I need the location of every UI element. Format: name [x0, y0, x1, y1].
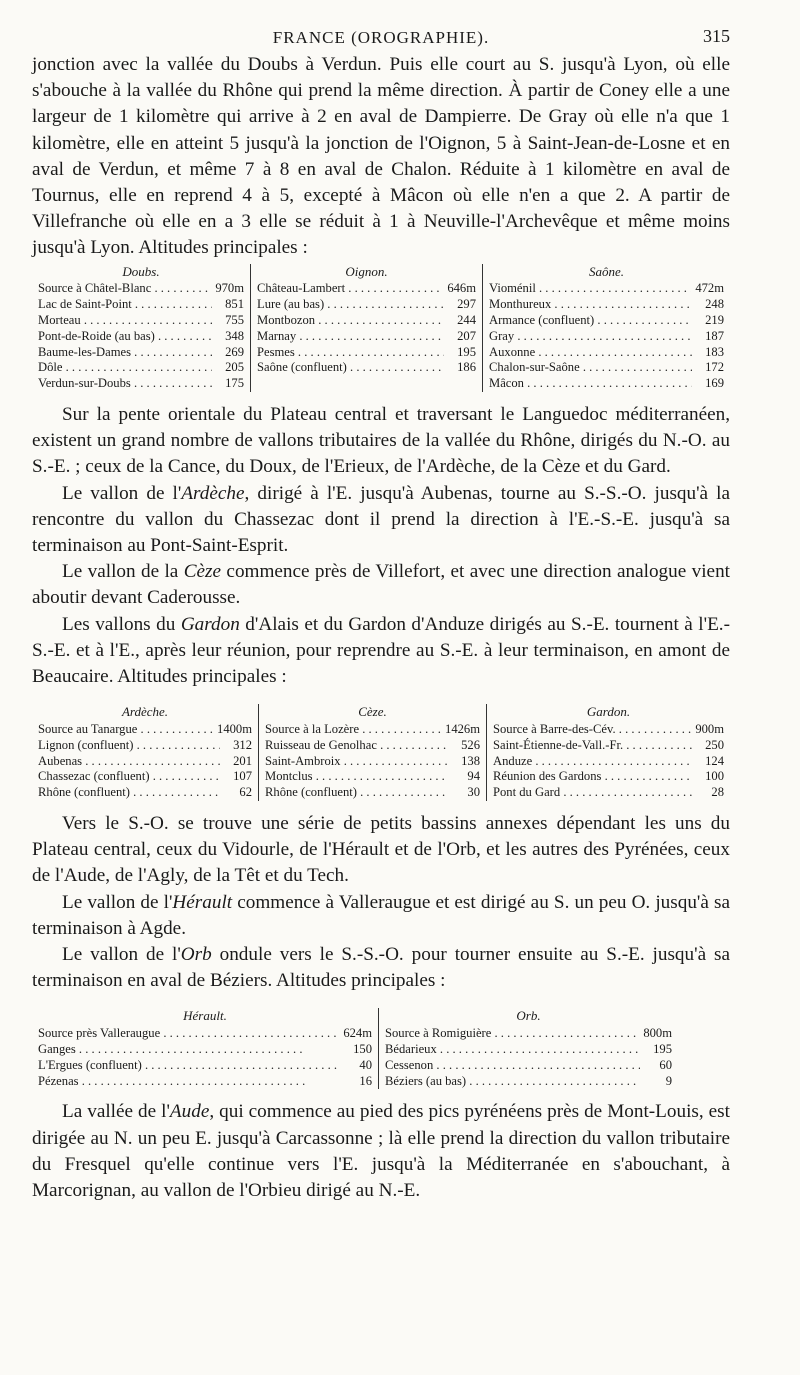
altitude-value: 28 — [692, 785, 724, 801]
place-name: Morteau . . . — [38, 313, 212, 329]
table-row — [38, 1058, 372, 1074]
table-heading: Doubs. — [122, 263, 160, 279]
table-row — [385, 1026, 672, 1042]
table-row — [489, 297, 724, 313]
table-row — [38, 722, 252, 738]
table-row — [38, 754, 252, 770]
place-name: Ruisseau de Genolhac . . . — [265, 738, 448, 754]
column-orb — [378, 1008, 678, 1089]
altitude-value: 269 — [212, 345, 244, 361]
altitude-value: 244 — [444, 313, 476, 329]
table-row — [385, 1042, 672, 1058]
altitude-value: 219 — [692, 313, 724, 329]
table-row — [257, 297, 476, 313]
altitude-value: 201 — [220, 754, 252, 770]
place-name: Château-Lambert . . . — [257, 281, 443, 297]
table-heading: Cèze. — [358, 704, 387, 720]
table-row — [493, 754, 724, 770]
table-row — [489, 329, 724, 345]
place-name: Saône (confluent) . . . — [257, 360, 444, 376]
place-name: Rhône (confluent) . . . — [38, 785, 220, 801]
place-name: L'Ergues (confluent) . . . — [38, 1058, 340, 1074]
place-name: Source à Châtel-Blanc . . . — [38, 281, 211, 297]
altitude-value: 183 — [692, 345, 724, 361]
altitude-value: 150 — [340, 1042, 372, 1058]
place-name: Chalon-sur-Saône . . . — [489, 360, 692, 376]
table-row — [265, 754, 480, 770]
table-row — [38, 345, 244, 361]
altitude-value: 851 — [212, 297, 244, 313]
altitudes-table-ardeche-ceze-gardon — [32, 704, 730, 801]
table-row — [257, 281, 476, 297]
place-name: Montbozon . . . — [257, 313, 444, 329]
running-title: FRANCE (OROGRAPHIE). — [272, 28, 490, 47]
altitude-value: 124 — [692, 754, 724, 770]
altitude-value: 175 — [212, 376, 244, 392]
altitude-value: 970m — [211, 281, 244, 297]
table-row — [257, 345, 476, 361]
table-row — [489, 360, 724, 376]
altitude-value: 186 — [444, 360, 476, 376]
altitude-value: 138 — [448, 754, 480, 770]
altitude-value: 312 — [220, 738, 252, 754]
table-row — [493, 738, 724, 754]
table-row — [493, 769, 724, 785]
table-row — [265, 722, 480, 738]
place-name: Pont du Gard . . . — [493, 785, 692, 801]
table-row — [385, 1058, 672, 1074]
altitude-value: 40 — [340, 1058, 372, 1074]
table-row — [257, 313, 476, 329]
table-row — [38, 785, 252, 801]
column-doubs — [32, 264, 250, 392]
altitude-value: 248 — [692, 297, 724, 313]
place-name: Verdun-sur-Doubs . . . — [38, 376, 212, 392]
paragraph-1: jonction avec la vallée du Doubs à Verdun. Puis elle court au S. jusqu'à Lyon, où elle s'abouche à la vallée du Rhône qui prend la même direction. À partir de Coney elle a une largeur de 1 kilomètre qui arrive à 2 en aval de Dampierre. De Gray où elle n'a que 1 kilomètre, elle en atteint 5 jusqu'à la jonction de l'Oignon, 5 à Saint-Jean-de-Losne et en aval de Verdun, et même 7 à 8 en aval de Chalon. Réduite à 1 kilomètre en aval de Tournus, elle en reprend 4 à 5, excepté à Mâcon où elle n'en a que 2. A partir de Villefranche où elle en a 3 elle se réduit à 1 à Neuville-l'Archevêque et même moins jusqu'à Lyon. Altitudes principales : — [32, 54, 730, 259]
paragraph-6: Vers le S.-O. se trouve une série de petits bassins annexes dépendant les uns du Plateau central, ceux du Vidourle, de l'Hérault et de l'Orb, et les autres des Pyrénées, ceux de l'Aude, de l'Agly, de la Têt et du Tech. — [32, 813, 730, 887]
table-row — [265, 785, 480, 801]
page-number: 315 — [703, 26, 730, 46]
place-name: Béziers (au bas) . . . — [385, 1074, 640, 1090]
place-name: Vioménil . . . — [489, 281, 691, 297]
table-row — [38, 281, 244, 297]
place-name: Bédarieux . . . — [385, 1042, 640, 1058]
altitude-value: 348 — [212, 329, 244, 345]
table-row — [493, 785, 724, 801]
table-row — [38, 1042, 372, 1058]
table-row — [493, 722, 724, 738]
place-name: Pesmes . . . — [257, 345, 444, 361]
paragraph-aude: La vallée de l'Aude, qui commence au pied des pics pyrénéens près de Mont-Louis, est dirigée au N. un peu E. jusqu'à Carcassonne ; là elle prend la direction du vallon tributaire du Fresquel qu'elle continue vers l'E. jusqu'à la Méditerranée en s'abouchant, à Marcorignan, au vallon de l'Orbieu dirigé au N.-E. — [32, 1101, 730, 1202]
table-heading: Orb. — [516, 1008, 541, 1024]
document-page — [32, 26, 730, 1204]
altitude-value: 207 — [444, 329, 476, 345]
table-row — [489, 376, 724, 392]
place-name: Montclus . . . — [265, 769, 448, 785]
table-row — [38, 1026, 372, 1042]
altitude-value: 800m — [639, 1026, 672, 1042]
altitude-value: 9 — [640, 1074, 672, 1090]
altitudes-table-herault-orb — [32, 1008, 730, 1089]
table-heading: Ardèche. — [121, 704, 169, 720]
place-name: Monthureux . . . — [489, 297, 692, 313]
altitude-value: 472m — [691, 281, 724, 297]
column-oignon — [250, 264, 482, 392]
table-row — [38, 376, 244, 392]
place-name: Source à Romiguière . . . — [385, 1026, 639, 1042]
altitude-value: 526 — [448, 738, 480, 754]
column-ardeche — [32, 704, 258, 801]
altitude-value: 1400m — [213, 722, 252, 738]
table-row — [38, 360, 244, 376]
place-name: Lac de Saint-Point . . . — [38, 297, 212, 313]
altitude-value: 205 — [212, 360, 244, 376]
table-row — [489, 313, 724, 329]
place-name: Pont-de-Roide (au bas) . . . — [38, 329, 212, 345]
table-row — [257, 360, 476, 376]
place-name: Lignon (confluent) . . . — [38, 738, 220, 754]
paragraph-gardon: Les vallons du Gardon d'Alais et du Gardon d'Anduze dirigés au S.-E. tournent à l'E.-S.-E. et à l'E., après leur réunion, pour reprendre au S.-E. à leur terminaison, en amont de Beaucaire. Altitudes principales : — [32, 613, 730, 688]
altitude-value: 900m — [691, 722, 724, 738]
table-heading: Saône. — [588, 263, 625, 279]
table-row — [38, 738, 252, 754]
table-row — [38, 1074, 372, 1090]
table-row — [38, 313, 244, 329]
table-heading: Oignon. — [345, 263, 388, 279]
place-name: Rhône (confluent) . . . — [265, 785, 448, 801]
altitude-value: 107 — [220, 769, 252, 785]
place-name: Réunion des Gardons . . . — [493, 769, 692, 785]
altitude-value: 62 — [220, 785, 252, 801]
paragraph-orb: Le vallon de l'Orb ondule vers le S.-S.-O. pour tourner ensuite au S.-E. jusqu'à sa terminaison en aval de Béziers. Altitudes principales : — [32, 944, 730, 992]
table-row — [38, 297, 244, 313]
place-name: Aubenas . . . — [38, 754, 220, 770]
altitude-value: 755 — [212, 313, 244, 329]
altitude-value: 60 — [640, 1058, 672, 1074]
column-ceze — [258, 704, 486, 801]
place-name: Ganges . . . — [38, 1042, 340, 1058]
paragraph-herault: Le vallon de l'Hérault commence à Valleraugue et est dirigé au S. un peu O. jusqu'à sa terminaison à Agde. — [32, 891, 730, 939]
place-name: Saint-Étienne-de-Vall.-Fr. . . . — [493, 738, 692, 754]
table-row — [489, 345, 724, 361]
altitude-value: 16 — [340, 1074, 372, 1090]
altitude-value: 195 — [640, 1042, 672, 1058]
altitude-value: 30 — [448, 785, 480, 801]
altitude-value: 94 — [448, 769, 480, 785]
table-row — [38, 769, 252, 785]
column-gardon — [486, 704, 730, 801]
altitude-value: 1426m — [441, 722, 480, 738]
table-row — [489, 281, 724, 297]
place-name: Cessenon . . . — [385, 1058, 640, 1074]
place-name: Marnay . . . — [257, 329, 444, 345]
paragraph-ceze: Le vallon de la Cèze commence près de Villefort, et avec une direction analogue vient aboutir devant Caderousse. — [32, 561, 730, 609]
paragraph-ardeche: Le vallon de l'Ardèche, dirigé à l'E. jusqu'à Aubenas, tourne au S.-S.-O. jusqu'à la rencontre du vallon du Chassezac dont il prend la direction à l'E.-S.-E. jusqu'à sa terminaison au Pont-Saint-Esprit. — [32, 482, 730, 557]
paragraph-2: Sur la pente orientale du Plateau central et traversant le Languedoc méditerranéen, existent un grand nombre de vallons tributaires de la vallée du Rhône, dirigés du N.-O. au S.-E. ; ceux de la Cance, du Doux, de l'Erieux, de l'Ardèche, de la Cèze et du Gard. — [32, 404, 730, 478]
column-herault — [32, 1008, 378, 1089]
column-saone — [482, 264, 730, 392]
table-heading: Hérault. — [183, 1008, 227, 1024]
altitude-value: 297 — [444, 297, 476, 313]
place-name: Saint-Ambroix . . . — [265, 754, 448, 770]
table-row — [257, 329, 476, 345]
table-heading: Gardon. — [586, 704, 631, 720]
place-name: Pézenas . . . — [38, 1074, 340, 1090]
place-name: Source à Barre-des-Cév. . . . — [493, 722, 691, 738]
place-name: Anduze . . . — [493, 754, 692, 770]
place-name: Source au Tanargue . . . — [38, 722, 213, 738]
altitude-value: 195 — [444, 345, 476, 361]
table-row — [38, 329, 244, 345]
place-name: Source à la Lozère . . . — [265, 722, 441, 738]
altitude-value: 624m — [339, 1026, 372, 1042]
altitude-value: 646m — [443, 281, 476, 297]
table-row — [265, 738, 480, 754]
altitudes-table-doubs-oignon-saone — [32, 264, 730, 392]
place-name: Armance (confluent) . . . — [489, 313, 692, 329]
place-name: Gray . . . — [489, 329, 692, 345]
place-name: Mâcon . . . — [489, 376, 692, 392]
place-name: Dôle . . . — [38, 360, 212, 376]
place-name: Chassezac (confluent) . . . — [38, 769, 220, 785]
altitude-value: 172 — [692, 360, 724, 376]
place-name: Lure (au bas) . . . — [257, 297, 444, 313]
table-row — [265, 769, 480, 785]
altitude-value: 187 — [692, 329, 724, 345]
place-name: Baume-les-Dames . . . — [38, 345, 212, 361]
place-name: Auxonne . . . — [489, 345, 692, 361]
place-name: Source près Valleraugue . . . — [38, 1026, 339, 1042]
running-header — [32, 26, 730, 52]
altitude-value: 100 — [692, 769, 724, 785]
altitude-value: 169 — [692, 376, 724, 392]
table-row — [385, 1074, 672, 1090]
altitude-value: 250 — [692, 738, 724, 754]
